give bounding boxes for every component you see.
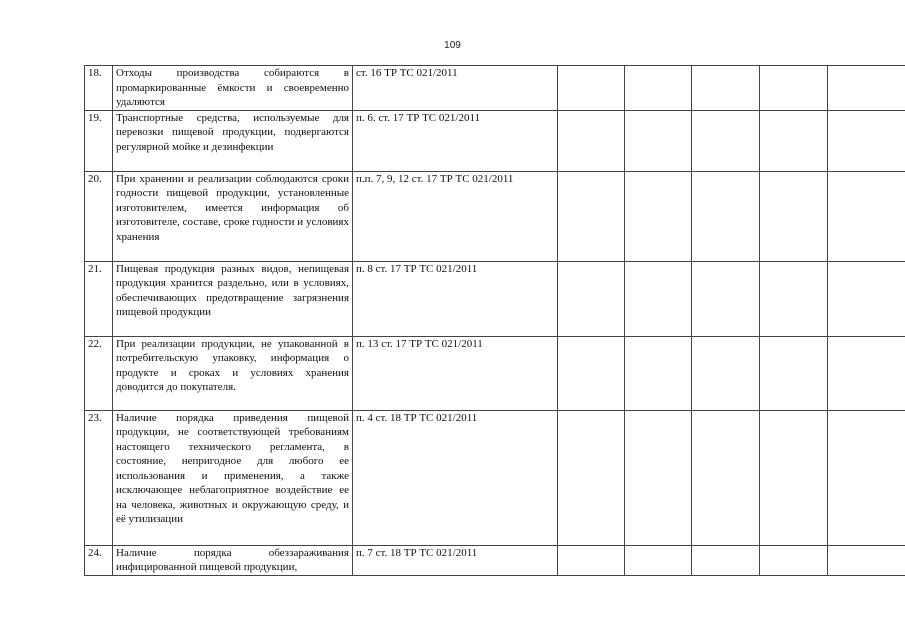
answer-cell [692, 545, 760, 575]
table-row [85, 336, 905, 410]
answer-cell [760, 410, 828, 545]
answer-cell [760, 545, 828, 575]
answer-cell [760, 336, 828, 410]
table-row [85, 410, 905, 545]
answer-cell [625, 171, 692, 261]
regulation-reference: п. 4 ст. 18 ТР ТС 021/2011 [353, 410, 558, 545]
requirement-text: Пищевая продукция разных видов, непищевая продукция хранится раздельно, или в условиях, обеспечивающих предотвращение загрязнения пищевой продукции [113, 261, 353, 336]
answer-cell [625, 110, 692, 171]
answer-cell [558, 261, 625, 336]
answer-cell [760, 66, 828, 111]
table-row [85, 110, 905, 171]
answer-cell [828, 261, 905, 336]
requirement-text: Транспортные средства, используемые для перевозки пищевой продукции, подвергаются регулярной мойке и дезинфекции [113, 110, 353, 171]
requirement-text: При хранении и реализации соблюдаются сроки годности пищевой продукции, установленные изготовителем, имеется информация об изготовителе, составе, сроке годности и условиях хранения [113, 171, 353, 261]
row-number: 23. [85, 410, 113, 545]
row-number: 21. [85, 261, 113, 336]
answer-cell [828, 410, 905, 545]
answer-cell [760, 110, 828, 171]
row-number: 24. [85, 545, 113, 575]
answer-cell [692, 171, 760, 261]
answer-cell [692, 410, 760, 545]
answer-cell [828, 171, 905, 261]
answer-cell [625, 261, 692, 336]
requirement-text: Наличие порядка приведения пищевой продукции, не соответствующей требованиям настоящего технического регламента, в состояние, непригодное для любого ее использования и применения, а также исключающее неблагоприятное воздействие ее на человека, животных и окружающую среду, и её утилизации [113, 410, 353, 545]
regulation-reference: п. 8 ст. 17 ТР ТС 021/2011 [353, 261, 558, 336]
answer-cell [558, 336, 625, 410]
answer-cell [828, 336, 905, 410]
answer-cell [625, 410, 692, 545]
answer-cell [692, 110, 760, 171]
table-row [85, 545, 905, 575]
row-number: 19. [85, 110, 113, 171]
answer-cell [558, 410, 625, 545]
answer-cell [828, 66, 905, 111]
answer-cell [558, 545, 625, 575]
regulation-reference: п. 7 ст. 18 ТР ТС 021/2011 [353, 545, 558, 575]
answer-cell [625, 66, 692, 111]
table-row [85, 261, 905, 336]
answer-cell [625, 336, 692, 410]
requirement-text: Отходы производства собираются в промаркированные ёмкости и своевременно удаляются [113, 66, 353, 111]
regulation-reference: ст. 16 ТР ТС 021/2011 [353, 66, 558, 111]
row-number: 20. [85, 171, 113, 261]
answer-cell [558, 66, 625, 111]
requirement-text: Наличие порядка обеззараживания инфицированной пищевой продукции, [113, 545, 353, 575]
regulation-reference: п. 13 ст. 17 ТР ТС 021/2011 [353, 336, 558, 410]
answer-cell [760, 261, 828, 336]
answer-cell [558, 110, 625, 171]
answer-cell [692, 336, 760, 410]
page-number: 109 [444, 40, 461, 51]
requirement-text: При реализации продукции, не упакованной в потребительскую упаковку, информация о продукте и сроках и условиях хранения доводится до покупателя. [113, 336, 353, 410]
answer-cell [625, 545, 692, 575]
regulation-reference: п.п. 7, 9, 12 ст. 17 ТР ТС 021/2011 [353, 171, 558, 261]
answer-cell [828, 110, 905, 171]
table-row [85, 66, 905, 111]
requirements-checklist-table [84, 65, 905, 576]
answer-cell [558, 171, 625, 261]
answer-cell [692, 261, 760, 336]
answer-cell [760, 171, 828, 261]
answer-cell [828, 545, 905, 575]
row-number: 22. [85, 336, 113, 410]
regulation-reference: п. 6. ст. 17 ТР ТС 021/2011 [353, 110, 558, 171]
table-row [85, 171, 905, 261]
row-number: 18. [85, 66, 113, 111]
answer-cell [692, 66, 760, 111]
